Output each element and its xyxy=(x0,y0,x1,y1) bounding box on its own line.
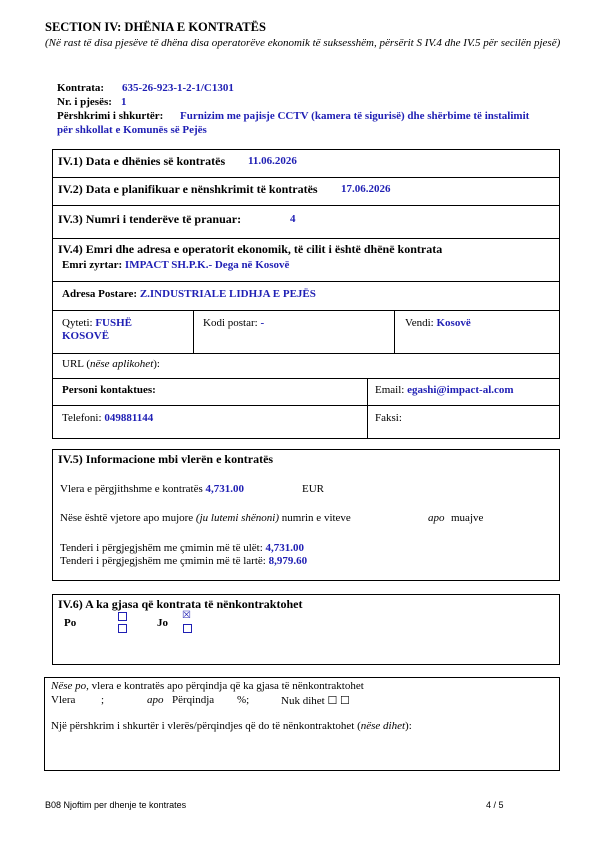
highest-tender-label: Tenderi i përgjegjshëm me çmimin më të lartë: 8,979.60 xyxy=(60,555,308,567)
subcontract-unknown[interactable]: Nuk dihet ☐ ☐ xyxy=(281,695,350,707)
lowest-tender-value: 4,731.00 xyxy=(265,542,305,554)
total-value-label: Vlera e përgjithshme e kontratës 4,731.00 xyxy=(60,483,244,495)
postal-address-label: Adresa Postare: Z.INDUSTRIALE LIDHJA E PEJËS xyxy=(62,288,316,300)
subcontract-value-label: Vlera xyxy=(51,694,76,706)
iv2-value: 17.06.2026 xyxy=(341,183,391,195)
iv2-label: IV.2) Data e planifikuar e nënshkrimit të kontratës xyxy=(58,182,318,196)
subcontract-semicolon: ; xyxy=(101,694,105,706)
total-value: 4,731.00 xyxy=(205,483,244,495)
annual-months: muajve xyxy=(451,512,484,524)
contract-number-label: Kontrata: xyxy=(57,82,105,94)
iv1-value: 11.06.2026 xyxy=(248,155,297,167)
iv4-label: IV.4) Emri dhe adresa e operatorit ekonomik, të cilit i është dhënë kontrata xyxy=(58,242,443,256)
subcontract-percent-sign: %; xyxy=(237,694,250,706)
city-label: Qyteti: FUSHË xyxy=(62,317,132,329)
iv1-label: IV.1) Data e dhënies së kontratës xyxy=(58,154,226,168)
country-value: Kosovë xyxy=(436,317,471,329)
no-checkbox[interactable] xyxy=(183,624,192,633)
yes-checkbox[interactable] xyxy=(118,624,127,633)
city-value-1: FUSHË xyxy=(95,317,132,329)
parts-label: Nr. i pjesës: xyxy=(57,96,112,108)
subcontract-intro: Nëse po, vlera e kontratës apo përqindja që ka gjasa të nënkontraktohet xyxy=(51,680,364,692)
annual-text: Nëse është vjetore apo mujore (ju lutemi shënoni) numrin e viteve xyxy=(60,512,351,524)
phone-value: 049881144 xyxy=(104,412,154,424)
parts-value: 1 xyxy=(121,96,127,108)
section-note: (Në rast të disa pjesëve të dhëna disa operatorëve ekonomik të suksesshëm, përsërit S IV.4 dhe IV.5 për secilën pjesë) xyxy=(45,37,561,49)
subcontract-percent-label: Përqindja xyxy=(172,694,215,706)
url-label: URL (nëse aplikohet): xyxy=(62,358,160,370)
email-label: Email: egashi@impact-al.com xyxy=(375,384,514,396)
currency-label: EUR xyxy=(302,483,324,495)
section-title: SECTION IV: DHËNIA E KONTRATËS xyxy=(45,20,266,34)
annual-apo: apo xyxy=(428,512,445,524)
postal-code-value: - xyxy=(260,317,265,329)
short-description-value-1: Furnizim me pajisje CCTV (kamera të sigurisë) dhe shërbime të instalimit xyxy=(180,110,530,122)
no-label: Jo xyxy=(157,617,168,629)
lowest-tender-label: Tenderi i përgjegjshëm me çmimin më të ulët: 4,731.00 xyxy=(60,542,305,554)
postal-address-value: Z.INDUSTRIALE LIDHJA E PEJËS xyxy=(139,288,316,300)
contact-person-label: Personi kontaktues: xyxy=(62,384,156,396)
iv3-label: IV.3) Numri i tenderëve të pranuar: xyxy=(58,212,242,226)
country-label: Vendi: Kosovë xyxy=(405,317,471,329)
subcontract-apo: apo xyxy=(147,694,164,706)
subcontract-description-label: Një përshkrim i shkurtër i vlerës/përqindjes që do të nënkontraktohet (nëse dihet): xyxy=(51,720,412,732)
highest-tender-value: 8,979.60 xyxy=(268,555,308,567)
yes-checkbox-top[interactable] xyxy=(118,612,127,621)
city-value-2: KOSOVË xyxy=(62,330,110,342)
fax-label: Faksi: xyxy=(375,412,402,424)
iv5-label: IV.5) Informacione mbi vlerën e kontratës xyxy=(58,452,274,466)
yes-label: Po xyxy=(64,617,77,629)
page-number: 4 / 5 xyxy=(486,800,504,810)
iv6-label: IV.6) A ka gjasa që kontrata të nënkontraktohet xyxy=(58,597,303,611)
postal-code-label: Kodi postar: - xyxy=(203,317,265,329)
short-description-value-2: për shkollat e Komunës së Pejës xyxy=(57,124,207,136)
official-name-label: Emri zyrtar: IMPACT SH.P.K.- Dega në Kosovë xyxy=(62,259,290,271)
official-name-value: IMPACT SH.P.K.- Dega në Kosovë xyxy=(124,259,290,271)
no-checkbox-checked[interactable]: ☒ xyxy=(182,610,191,621)
short-description-label: Përshkrimi i shkurtër: xyxy=(57,110,164,122)
iv3-value: 4 xyxy=(290,213,296,225)
contract-number-value: 635-26-923-1-2-1/C1301 xyxy=(122,82,234,94)
phone-label: Telefoni: 049881144 xyxy=(62,412,154,424)
form-code: B08 Njoftim per dhenje te kontrates xyxy=(45,800,187,810)
email-value: egashi@impact-al.com xyxy=(407,384,514,396)
